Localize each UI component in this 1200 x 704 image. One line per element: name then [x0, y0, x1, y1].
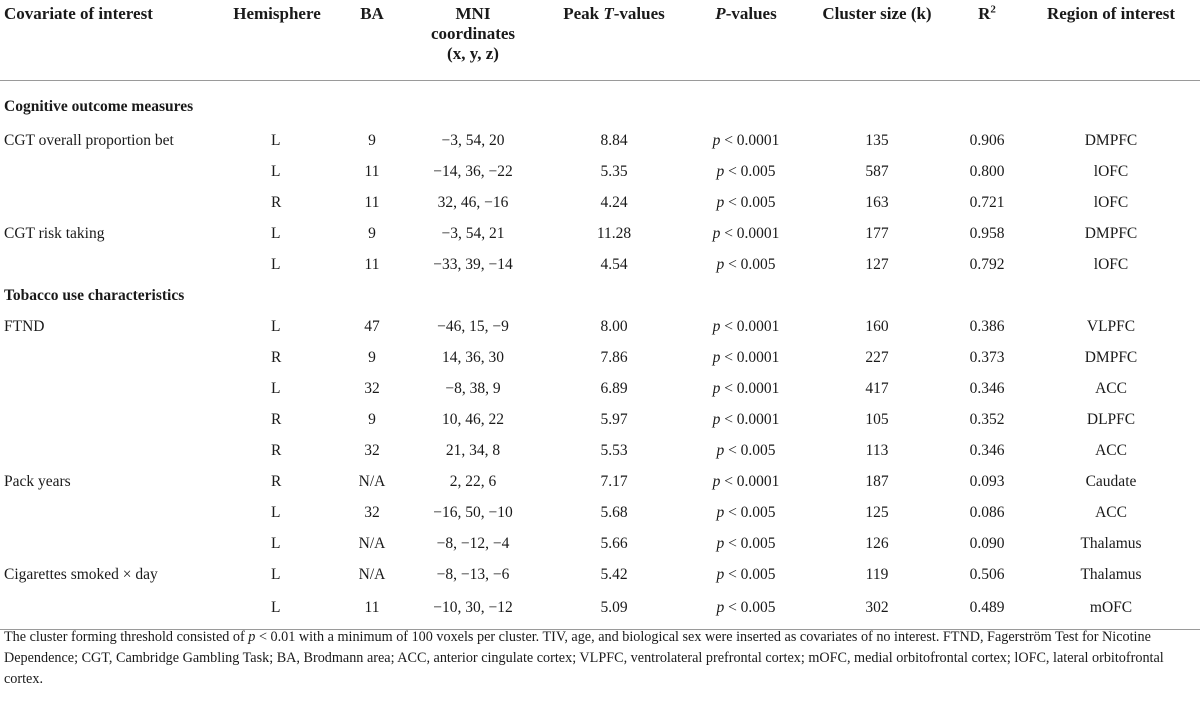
cell-peak-t: 5.35	[600, 163, 628, 180]
section-row	[0, 281, 1200, 312]
table-body	[0, 80, 1200, 629]
cell-ba: 9	[368, 349, 376, 366]
header-p-suffix: -values	[725, 4, 777, 23]
cell-r2: 0.346	[969, 380, 1005, 397]
cell-peak-t: 4.54	[600, 256, 628, 273]
cell-cluster-size: 119	[865, 566, 889, 583]
cell-r2: 0.958	[969, 225, 1005, 242]
cell-p-value	[690, 219, 802, 250]
cell-roi: mOFC	[1022, 591, 1200, 630]
cell-r2: 0.489	[952, 591, 1022, 630]
cell-roi: lOFC	[1093, 256, 1129, 273]
p-symbol: p	[716, 163, 725, 180]
cell-mni-coordinates: −14, 36, −22	[433, 163, 513, 180]
p-symbol: p	[712, 349, 721, 366]
cell-mni-coordinates: −3, 54, 20	[441, 132, 505, 149]
p-threshold: < 0.0001	[720, 473, 780, 490]
cell-covariate	[0, 405, 218, 436]
header-r2	[952, 0, 1022, 80]
cell-cluster-size: 417	[865, 380, 889, 397]
table-row	[0, 498, 1200, 529]
p-threshold: < 0.005	[724, 504, 776, 521]
cell-hemisphere: L	[271, 318, 281, 335]
cell-hemisphere: R	[271, 194, 282, 211]
cell-hemisphere: R	[271, 473, 282, 490]
p-symbol: p	[716, 566, 725, 583]
cell-covariate	[0, 157, 218, 188]
cell-hemisphere: L	[271, 256, 281, 273]
header-r2-base: R	[978, 4, 991, 23]
cell-p-value	[690, 405, 802, 436]
p-symbol: p	[712, 380, 721, 397]
cell-p-value	[690, 591, 802, 630]
cell-cluster-size: 227	[865, 349, 889, 366]
cell-cluster-size: 113	[865, 442, 889, 459]
cell-cluster-size: 187	[865, 473, 889, 490]
cell-r2: 0.506	[969, 566, 1005, 583]
table-row	[0, 312, 1200, 343]
cell-p-value	[690, 560, 802, 591]
cell-r2: 0.346	[969, 442, 1005, 459]
p-threshold: < 0.005	[724, 566, 776, 583]
p-threshold: < 0.0001	[720, 318, 780, 335]
section-title: Cognitive outcome measures	[4, 98, 194, 115]
cell-covariate: Cigarettes smoked × day	[4, 566, 158, 583]
cell-covariate: FTND	[4, 318, 45, 335]
cell-r2: 0.721	[969, 194, 1005, 211]
cell-mni-coordinates: −8, 38, 9	[445, 380, 501, 397]
cell-hemisphere: L	[271, 380, 281, 397]
cell-peak-t: 8.00	[600, 318, 628, 335]
header-mni	[408, 0, 538, 80]
cell-mni-coordinates: 21, 34, 8	[445, 442, 501, 459]
cell-p-value	[690, 529, 802, 560]
cell-ba: N/A	[358, 566, 386, 583]
cell-roi: DMPFC	[1084, 225, 1138, 242]
cell-roi: DMPFC	[1084, 349, 1138, 366]
cell-cluster-size: 163	[865, 194, 889, 211]
cell-r2: 0.373	[969, 349, 1005, 366]
cell-peak-t: 5.97	[600, 411, 628, 428]
header-hemisphere: Hemisphere	[218, 0, 336, 80]
cell-peak-t: 11.28	[596, 225, 632, 242]
cell-peak-t: 7.86	[600, 349, 628, 366]
table-row	[0, 529, 1200, 560]
cell-roi: ACC	[1095, 380, 1127, 397]
cell-hemisphere: L	[271, 504, 281, 521]
p-threshold: < 0.005	[724, 256, 776, 273]
p-symbol: p	[716, 504, 725, 521]
cell-covariate	[0, 529, 218, 560]
table-row	[0, 405, 1200, 436]
cell-roi: Caudate	[1085, 473, 1137, 490]
cell-ba: 9	[368, 225, 376, 242]
cell-roi: DMPFC	[1084, 132, 1138, 149]
cell-ba: N/A	[358, 473, 386, 490]
cell-cluster-size: 177	[865, 225, 889, 242]
cell-p-value	[690, 436, 802, 467]
header-mni-line2: coordinates	[430, 24, 516, 43]
p-threshold: < 0.0001	[720, 132, 780, 149]
cell-covariate	[0, 591, 218, 630]
p-threshold: < 0.005	[724, 535, 776, 552]
p-symbol: p	[716, 256, 725, 273]
cell-peak-t: 4.24	[600, 194, 628, 211]
cell-mni-coordinates: 10, 46, 22	[442, 411, 504, 428]
cell-covariate	[0, 250, 218, 281]
cell-covariate: CGT overall proportion bet	[4, 132, 174, 149]
p-symbol: p	[716, 598, 725, 616]
cell-r2: 0.906	[969, 132, 1005, 149]
footnote-p: p	[248, 629, 256, 645]
table-row	[0, 560, 1200, 591]
p-symbol: p	[716, 194, 725, 211]
cell-r2: 0.086	[969, 504, 1005, 521]
p-threshold: < 0.0001	[720, 411, 780, 428]
table-row	[0, 188, 1200, 219]
cell-ba: 11	[336, 591, 408, 630]
cell-roi: Thalamus	[1080, 566, 1142, 583]
p-symbol: p	[716, 442, 725, 459]
cell-covariate	[0, 498, 218, 529]
cell-mni-coordinates: 2, 22, 6	[449, 473, 497, 490]
cell-cluster-size: 135	[865, 132, 889, 149]
cell-hemisphere: L	[271, 225, 281, 242]
p-threshold: < 0.005	[724, 442, 776, 459]
cell-hemisphere: R	[271, 411, 282, 428]
header-mni-line1: MNI	[455, 4, 491, 23]
table-row	[0, 343, 1200, 374]
cell-p-value	[690, 343, 802, 374]
cell-ba: 32	[364, 442, 380, 459]
header-roi: Region of interest	[1022, 0, 1200, 80]
header-covariate: Covariate of interest	[0, 0, 218, 80]
table-row	[0, 250, 1200, 281]
cell-ba: N/A	[358, 535, 386, 552]
header-peak-t	[538, 0, 690, 80]
cell-cluster-size: 127	[865, 256, 889, 273]
cell-cluster-size: 587	[865, 163, 889, 180]
cell-mni-coordinates: −10, 30, −12	[408, 591, 538, 630]
p-symbol: p	[716, 535, 725, 552]
table-row	[0, 219, 1200, 250]
cell-p-value	[690, 498, 802, 529]
p-threshold: < 0.005	[724, 194, 776, 211]
p-symbol: p	[712, 473, 721, 490]
table-row	[0, 157, 1200, 188]
cell-hemisphere: L	[271, 163, 281, 180]
cell-roi: DLPFC	[1086, 411, 1136, 428]
cell-p-value	[690, 250, 802, 281]
p-symbol: p	[712, 318, 721, 335]
cell-r2: 0.090	[969, 535, 1005, 552]
cell-roi: ACC	[1095, 442, 1127, 459]
p-symbol: p	[712, 225, 721, 242]
cell-ba: 9	[368, 132, 376, 149]
footnote-part2: < 0.01 with a minimum of 100 voxels per cluster. TIV, age, and biological sex were inserted as covariates of no interest. FTND, Fagerström Test for Nicotine Dependence; CGT, Cambridge Gambling Task; BA, Brodmann area; ACC, anterior cingulate cortex; VLPFC, ventrolateral prefrontal cortex; mOFC, medial orbitofrontal cortex; lOFC, lateral orbitofrontal cortex.	[4, 629, 1164, 687]
p-threshold: < 0.005	[724, 598, 776, 616]
cell-cluster-size: 105	[865, 411, 889, 428]
cell-roi: lOFC	[1093, 194, 1129, 211]
header-cluster-size: Cluster size (k)	[802, 0, 952, 80]
cell-mni-coordinates: −33, 39, −14	[433, 256, 513, 273]
cell-r2: 0.386	[969, 318, 1005, 335]
cell-p-value	[690, 467, 802, 498]
cell-covariate: Pack years	[4, 473, 71, 490]
cell-ba: 47	[364, 318, 380, 335]
cell-hemisphere: L	[218, 591, 336, 630]
cell-cluster-size: 160	[865, 318, 889, 335]
cell-ba: 11	[364, 163, 380, 180]
header-mni-line3: (x, y, z)	[447, 44, 499, 63]
cell-mni-coordinates: −8, −12, −4	[436, 535, 510, 552]
p-threshold: < 0.0001	[720, 225, 780, 242]
cell-peak-t: 5.66	[600, 535, 628, 552]
header-r2-sup: 2	[990, 3, 996, 16]
cell-mni-coordinates: 14, 36, 30	[442, 349, 504, 366]
cell-cluster-size: 302	[802, 591, 952, 630]
cell-peak-t: 8.84	[600, 132, 628, 149]
cell-mni-coordinates: −46, 15, −9	[437, 318, 509, 335]
cell-hemisphere: R	[271, 442, 282, 459]
cell-hemisphere: R	[271, 349, 282, 366]
cell-ba: 11	[364, 256, 380, 273]
cell-covariate	[0, 188, 218, 219]
table-row	[0, 436, 1200, 467]
cell-r2: 0.800	[969, 163, 1005, 180]
cell-roi: lOFC	[1093, 163, 1129, 180]
cell-peak-t: 7.17	[600, 473, 628, 490]
cell-mni-coordinates: 32, 46, −16	[437, 194, 509, 211]
cell-mni-coordinates: −16, 50, −10	[433, 504, 513, 521]
cell-peak-t: 5.09	[538, 591, 690, 630]
cell-covariate: CGT risk taking	[4, 225, 105, 242]
header-ba: BA	[336, 0, 408, 80]
cell-ba: 32	[364, 504, 380, 521]
cell-hemisphere: L	[271, 535, 281, 552]
table-row	[0, 126, 1200, 157]
cell-r2: 0.792	[969, 256, 1005, 273]
header-peak-italic: T	[603, 4, 614, 23]
cell-cluster-size: 125	[865, 504, 889, 521]
section-title: Tobacco use characteristics	[4, 287, 185, 304]
p-symbol: p	[712, 411, 721, 428]
p-threshold: < 0.0001	[720, 349, 780, 366]
header-p-values	[690, 0, 802, 80]
cell-mni-coordinates: −3, 54, 21	[441, 225, 505, 242]
table-row	[0, 467, 1200, 498]
cell-covariate	[0, 374, 218, 405]
cell-p-value	[690, 188, 802, 219]
table-row	[0, 591, 1200, 630]
cell-p-value	[690, 312, 802, 343]
section-row	[0, 80, 1200, 126]
header-p-italic: P	[715, 4, 726, 23]
cell-cluster-size: 126	[865, 535, 889, 552]
header-peak-prefix: Peak	[563, 4, 604, 23]
cell-r2: 0.352	[969, 411, 1005, 428]
footnote-part1: The cluster forming threshold consisted of	[4, 629, 249, 645]
cell-peak-t: 5.68	[600, 504, 628, 521]
cell-peak-t: 5.42	[600, 566, 628, 583]
cell-r2: 0.093	[969, 473, 1005, 490]
cell-peak-t: 5.53	[600, 442, 628, 459]
table-row	[0, 374, 1200, 405]
cell-ba: 9	[368, 411, 376, 428]
cell-hemisphere: L	[271, 132, 281, 149]
cell-covariate	[0, 436, 218, 467]
cell-roi: ACC	[1095, 504, 1127, 521]
cell-ba: 11	[364, 194, 380, 211]
cell-covariate	[0, 343, 218, 374]
cell-mni-coordinates: −8, −13, −6	[436, 566, 510, 583]
cell-hemisphere: L	[271, 566, 281, 583]
cell-roi: Thalamus	[1080, 535, 1142, 552]
cell-p-value	[690, 374, 802, 405]
cell-p-value	[690, 126, 802, 157]
cell-peak-t: 6.89	[600, 380, 628, 397]
cell-p-value	[690, 157, 802, 188]
p-threshold: < 0.005	[724, 163, 776, 180]
header-peak-suffix: -values	[613, 4, 665, 23]
cell-ba: 32	[364, 380, 380, 397]
table-header	[0, 0, 1200, 80]
p-threshold: < 0.0001	[720, 380, 780, 397]
cell-roi: VLPFC	[1086, 318, 1136, 335]
table-footnote	[4, 627, 1192, 690]
p-symbol: p	[712, 132, 721, 149]
